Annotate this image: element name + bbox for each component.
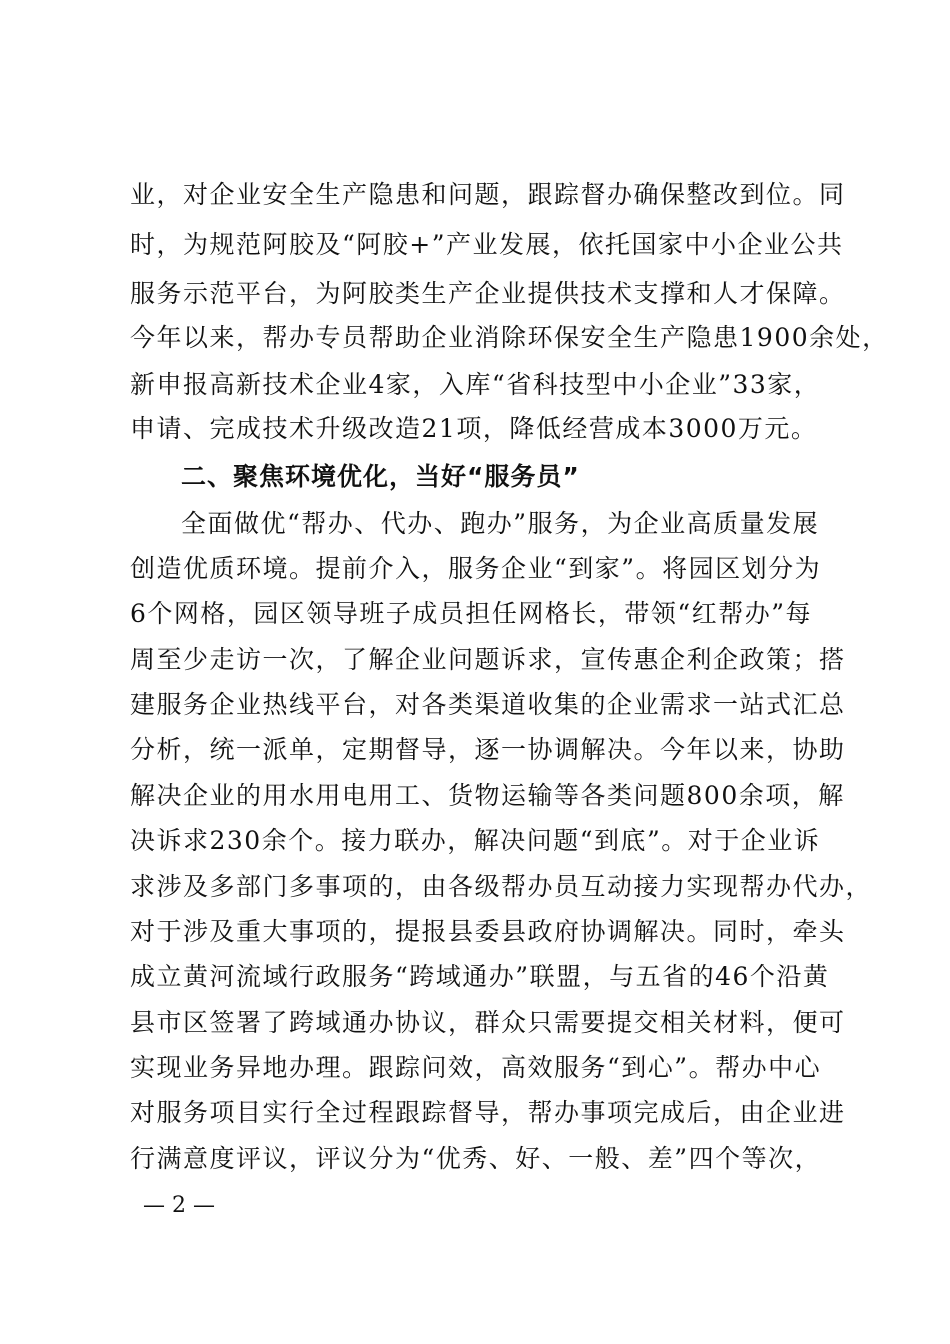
paragraph-line: 行满意度评议，评议分为“优秀、好、一般、差”四个等次， [130, 1144, 822, 1173]
paragraph-line: 全面做优“帮办、代办、跑办”服务，为企业高质量发展 [181, 509, 820, 538]
page-number: — 2 — [143, 1193, 215, 1218]
paragraph-line: 求涉及多部门多事项的，由各级帮办员互动接力实现帮办代办， [130, 872, 873, 901]
paragraph-line: 时，为规范阿胶及“阿胶+”产业发展，依托国家中小企业公共 [130, 230, 844, 259]
paragraph-line: 成立黄河流域行政服务“跨域通办”联盟，与五省的46个沿黄 [130, 962, 830, 991]
paragraph-line: 实现业务异地办理。跟踪问效，高效服务“到心”。帮办中心 [130, 1053, 822, 1082]
paragraph-line: 创造优质环境。提前介入，服务企业“到家”。将园区划分为 [130, 554, 822, 583]
paragraph-line: 决诉求230余个。接力联办，解决问题“到底”。对于企业诉 [130, 826, 821, 855]
paragraph-line: 对服务项目实行全过程跟踪督导，帮办事项完成后，由企业进 [130, 1098, 846, 1127]
paragraph-line: 分析，统一派单，定期督导，逐一协调解决。今年以来，协助 [130, 735, 846, 764]
paragraph-line: 6个网格，园区领导班子成员担任网格长，带领“红帮办”每 [130, 599, 812, 628]
paragraph-line: 周至少走访一次，了解企业问题诉求，宣传惠企利企政策；搭 [130, 645, 846, 674]
section-heading: 二、聚焦环境优化，当好“服务员” [181, 462, 580, 491]
paragraph-line: 申请、完成技术升级改造21项，降低经营成本3000万元。 [130, 414, 818, 443]
paragraph-line: 解决企业的用水用电用工、货物运输等各类问题800余项，解 [130, 781, 845, 810]
paragraph-line: 业，对企业安全生产隐患和问题，跟踪督办确保整改到位。同 [130, 180, 846, 209]
paragraph-line: 今年以来，帮办专员帮助企业消除环保安全生产隐患1900余处， [130, 323, 889, 352]
paragraph-line: 县市区签署了跨域通办协议，群众只需要提交相关材料，便可 [130, 1008, 846, 1037]
paragraph-line: 服务示范平台，为阿胶类生产企业提供技术支撑和人才保障。 [130, 279, 846, 308]
paragraph-line: 新申报高新技术企业4家，入库“省科技型中小企业”33家， [130, 370, 821, 399]
paragraph-line: 对于涉及重大事项的，提报县委县政府协调解决。同时，牵头 [130, 917, 846, 946]
paragraph-line: 建服务企业热线平台，对各类渠道收集的企业需求一站式汇总 [130, 690, 846, 719]
